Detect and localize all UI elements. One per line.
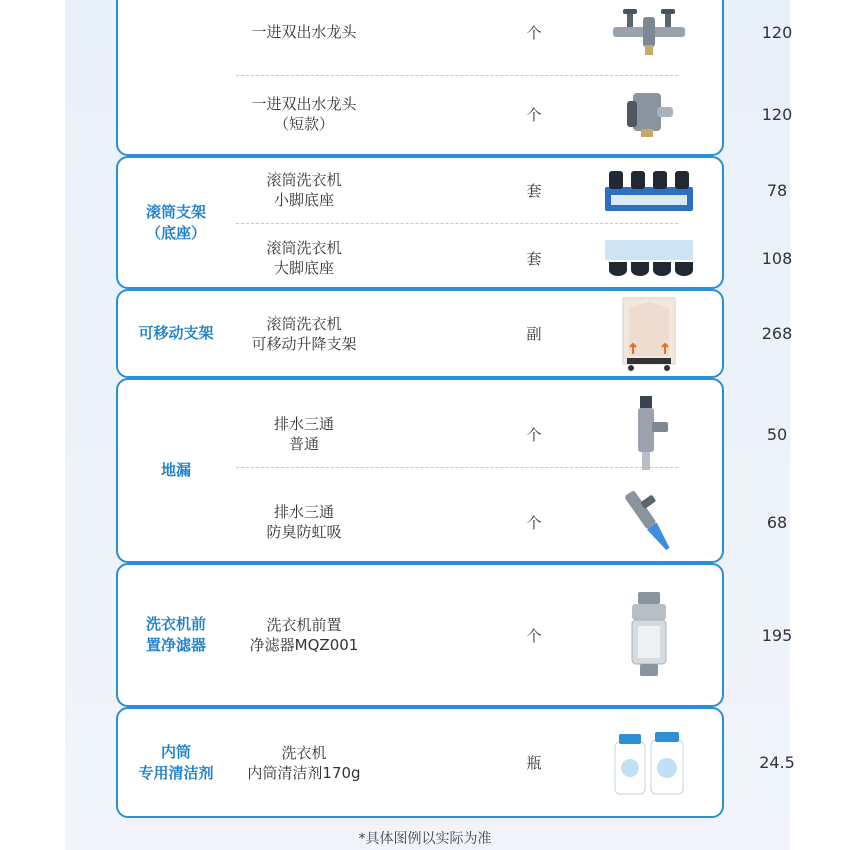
category-label (118, 0, 234, 154)
category-label: 滚筒支架 （底座） (145, 202, 206, 242)
category-label: 地漏 (160, 461, 191, 479)
product-unit: 个 (526, 626, 542, 645)
product-unit: 个 (526, 23, 542, 42)
large-feet-base-image (594, 228, 704, 288)
table-row (236, 291, 793, 376)
product-unit: 个 (526, 513, 542, 532)
product-price: 68 (766, 512, 788, 532)
product-name: 洗衣机前置 净滤器MQZ001 (249, 616, 359, 654)
product-unit: 套 (526, 249, 542, 268)
category-label: 可移动支架 (138, 324, 214, 342)
product-group-movable-stand (116, 289, 793, 378)
pre-filter-image (594, 565, 704, 705)
product-price: 268 (761, 324, 793, 343)
drum-cleaner-image (594, 709, 704, 816)
table-row (236, 565, 793, 705)
short-tee-faucet-image (594, 84, 704, 144)
table-row (236, 709, 795, 816)
product-name: 排水三通 普通 (273, 415, 334, 453)
product-group-faucet (116, 0, 793, 156)
table-row (236, 2, 793, 62)
product-group-floor-drain (116, 378, 788, 563)
product-unit: 套 (526, 181, 542, 200)
table-row (236, 476, 788, 568)
product-name: 一进双出水龙头 （短款） (251, 95, 357, 133)
product-price: 50 (766, 424, 788, 444)
product-price: 24.5 (759, 753, 795, 772)
product-name: 排水三通 防臭防虹吸 (266, 503, 342, 541)
product-price: 120 (761, 104, 793, 124)
product-unit: 副 (526, 325, 542, 343)
movable-stand-image (594, 291, 704, 376)
footer-note: *具体图例以实际为准 (358, 831, 492, 847)
product-unit: 个 (526, 105, 542, 124)
category-label: 内筒 专用清洁剂 (138, 742, 214, 782)
product-price: 108 (761, 248, 793, 268)
small-feet-base-image (594, 160, 704, 220)
category-label: 洗衣机前 置净滤器 (145, 615, 206, 654)
product-group-drum-cleaner (116, 707, 795, 818)
row-divider (236, 467, 678, 468)
table-row (236, 228, 793, 288)
product-price: 120 (761, 22, 793, 42)
product-unit: 瓶 (526, 754, 542, 772)
row-divider (236, 223, 678, 224)
anti-odor-drain-tee-image (594, 476, 704, 568)
row-divider (236, 75, 678, 76)
tee-faucet-image (594, 2, 704, 62)
product-group-pre-filter (116, 563, 793, 707)
product-name: 滚筒洗衣机 可移动升降支架 (251, 314, 357, 353)
product-price: 195 (761, 625, 793, 645)
product-unit: 个 (526, 425, 542, 444)
product-price: 78 (766, 180, 788, 200)
product-group-drum-base (116, 156, 793, 289)
product-name: 一进双出水龙头 (251, 23, 357, 41)
product-name: 滚筒洗衣机 大脚底座 (266, 239, 342, 277)
table-row (236, 84, 793, 144)
table-row (236, 160, 788, 220)
product-name: 滚筒洗衣机 小脚底座 (266, 171, 342, 209)
product-name: 洗衣机 内筒清洁剂170g (247, 743, 361, 782)
